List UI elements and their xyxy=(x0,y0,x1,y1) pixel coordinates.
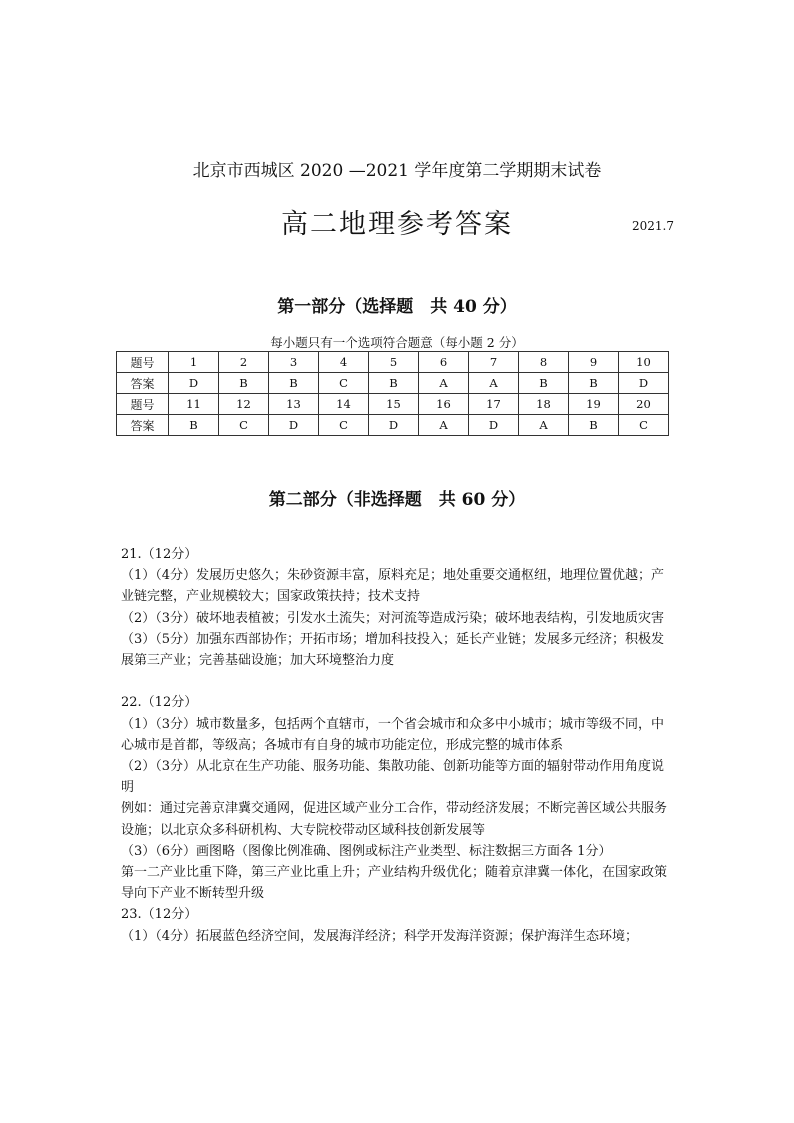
answer-cell: B xyxy=(369,373,419,394)
table-row-answers xyxy=(117,415,669,436)
answer-content xyxy=(121,544,673,947)
answer-cell: C xyxy=(619,415,669,436)
answer-line: 第一二产业比重下降，第三产业比重上升；产业结构升级优化；随着京津冀一体化，在国家政策导向下产业不断转型升级 xyxy=(121,865,668,902)
answer-line: 22.（12分） xyxy=(121,695,198,711)
answer-line: （1）（3分）城市数量多，包括两个直辖市，一个省会城市和众多中小城市；城市等级不同，中心城市是首都，等级高；各城市有自身的城市功能定位，形成完整的城市体系 xyxy=(121,716,665,753)
table-row-answers xyxy=(117,373,669,394)
answer-cell: B xyxy=(169,415,219,436)
spacer xyxy=(121,671,673,692)
answer-cell: B xyxy=(569,373,619,394)
question-number-cell: 12 xyxy=(219,394,269,415)
part1-heading: 第一部分（选择题 共 40 分） xyxy=(277,297,517,317)
question-number-cell: 6 xyxy=(419,352,469,373)
question-number-cell: 15 xyxy=(369,394,419,415)
question-number-cell: 18 xyxy=(519,394,569,415)
answer-cell: D xyxy=(269,415,319,436)
table-row-numbers xyxy=(117,352,669,373)
answer-cell: B xyxy=(519,373,569,394)
table-row-numbers xyxy=(117,394,669,415)
answer-cell: D xyxy=(369,415,419,436)
row-label-number: 题号 xyxy=(117,394,169,415)
table-caption: 每小题只有一个选项符合题意（每小题 2 分） xyxy=(270,335,524,350)
exam-date: 2021.7 xyxy=(632,219,674,233)
question-number-cell: 17 xyxy=(469,394,519,415)
answer-cell: D xyxy=(169,373,219,394)
answer-table xyxy=(116,351,669,436)
answer-cell: A xyxy=(419,373,469,394)
answer-line: （2）（3分）破坏地表植被；引发水土流失；对河流等造成污染；破坏地表结构，引发地质灾害 xyxy=(121,610,665,626)
question-number-cell: 1 xyxy=(169,352,219,373)
answer-cell: B xyxy=(219,373,269,394)
question-number-cell: 9 xyxy=(569,352,619,373)
answer-line: 21.（12分） xyxy=(121,547,198,562)
answer-line: 例如：通过完善京津冀交通网，促进区域产业分工合作，带动经济发展；不断完善区域公共服务设施；以北京众多科研机构、大专院校带动区域科技创新发展等 xyxy=(121,801,668,838)
question-number-cell: 3 xyxy=(269,352,319,373)
question-number-cell: 7 xyxy=(469,352,519,373)
question-number-cell: 16 xyxy=(419,394,469,415)
answer-line: 23.（12分） xyxy=(121,907,198,923)
question-number-cell: 2 xyxy=(219,352,269,373)
question-number-cell: 4 xyxy=(319,352,369,373)
question-number-cell: 14 xyxy=(319,394,369,415)
answer-cell: B xyxy=(269,373,319,394)
answer-cell: D xyxy=(469,415,519,436)
answer-cell: B xyxy=(569,415,619,436)
answer-line: （3）（5分）加强东西部协作；开拓市场；增加科技投入；延长产业链；发展多元经济；积极发展第三产业；完善基础设施；加大环境整治力度 xyxy=(121,631,665,669)
answer-line: （1）（4分）拓展蓝色经济空间，发展海洋经济；科学开发海洋资源；保护海洋生态环境； xyxy=(121,928,639,944)
answer-cell: A xyxy=(419,415,469,436)
answer-cell: C xyxy=(319,373,369,394)
answer-line: （3）（6分）画图略（图像比例准确、图例或标注产业类型、标注数据三方面各 1分） xyxy=(121,843,612,859)
question-number-cell: 5 xyxy=(369,352,419,373)
question-number-cell: 10 xyxy=(619,352,669,373)
question-number-cell: 20 xyxy=(619,394,669,415)
question-number-cell: 13 xyxy=(269,394,319,415)
exam-title: 北京市西城区 2020 —2021 学年度第二学期期末试卷 xyxy=(192,161,602,181)
answer-cell: C xyxy=(219,415,269,436)
row-label-number: 题号 xyxy=(117,352,169,373)
question-number-cell: 19 xyxy=(569,394,619,415)
part2-heading: 第二部分（非选择题 共 60 分） xyxy=(268,490,526,510)
answer-cell: A xyxy=(469,373,519,394)
answer-line: （2）（3分）从北京在生产功能、服务功能、集散功能、创新功能等方面的辐射带动作用角度说明 xyxy=(121,759,665,796)
answer-line: （1）（4分）发展历史悠久；朱砂资源丰富，原料充足；地处重要交通枢纽，地理位置优越；产业链完整，产业规模较大；国家政策扶持；技术支持 xyxy=(121,568,665,605)
question-number-cell: 8 xyxy=(519,352,569,373)
answer-cell: C xyxy=(319,415,369,436)
page-title: 高二地理参考答案 xyxy=(281,209,513,240)
question-number-cell: 11 xyxy=(169,394,219,415)
answer-cell: D xyxy=(619,373,669,394)
row-label-answer: 答案 xyxy=(117,373,169,394)
row-label-answer: 答案 xyxy=(117,415,169,436)
answer-cell: A xyxy=(519,415,569,436)
